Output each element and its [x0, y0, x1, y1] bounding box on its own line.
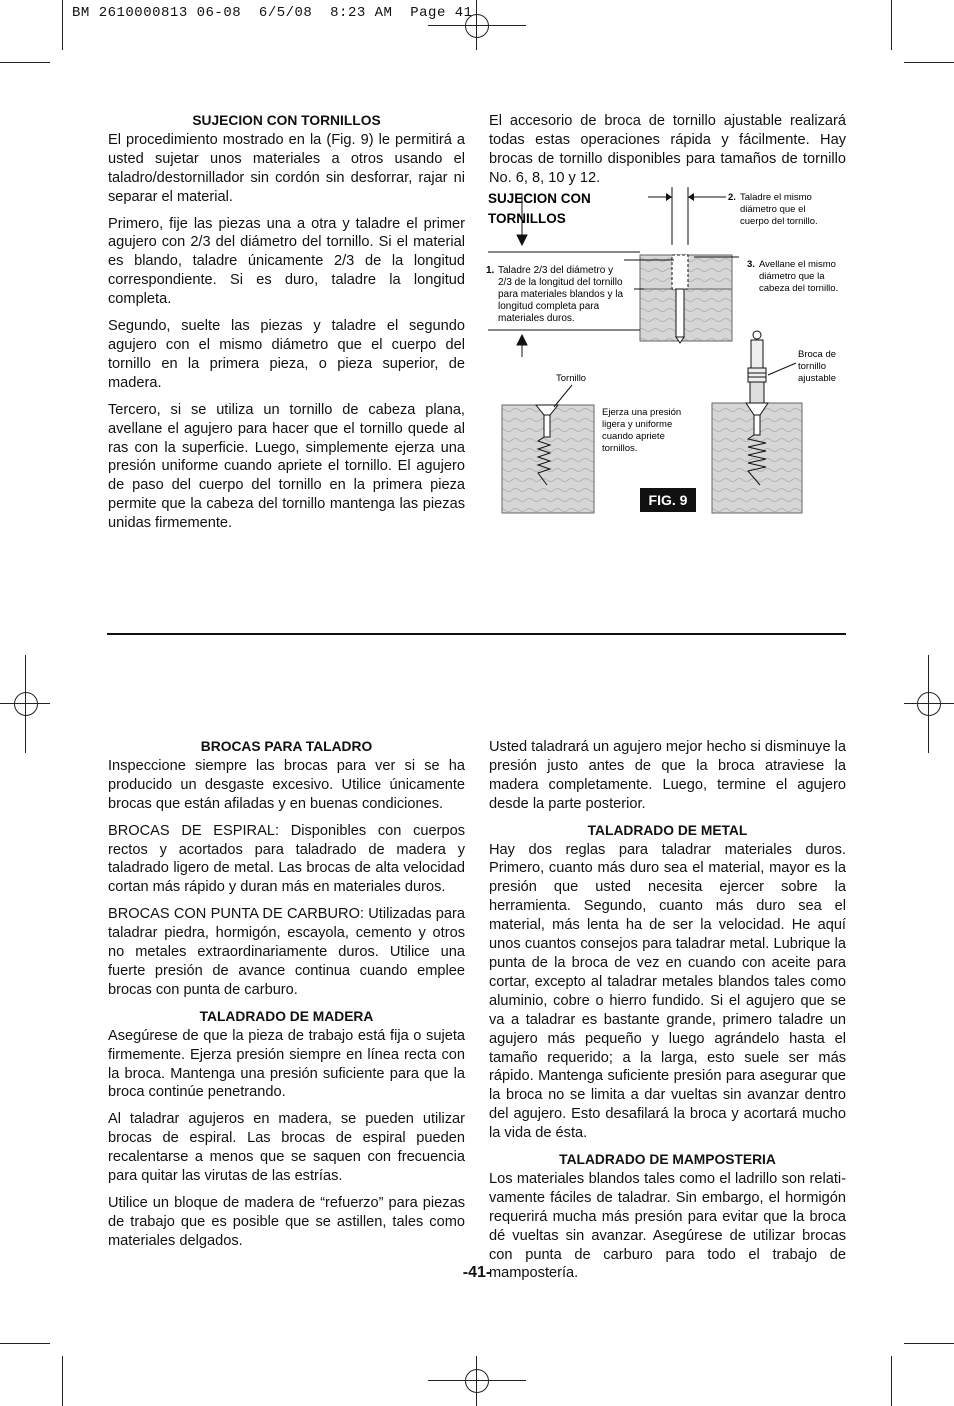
section-heading-metal: TALADRADO DE METAL [587, 822, 748, 838]
step3-line: cabeza del tornillo. [759, 283, 839, 294]
fig-label: FIG. 9 [648, 492, 688, 508]
page-number: -41- [462, 1264, 492, 1281]
pressure-line: ligera y uniforme [602, 419, 673, 430]
pressure-line: cuando apriete [602, 431, 665, 442]
paragraph: Primero, fije las piezas una a otra y taladre el primer agujero con 2/3 del diámetro del tornillo. Si el material es blando, taladre únicamente 2/3 de la longitud correspondiente. Si es duro, taladre la longitud completa. [108, 215, 465, 308]
paragraph: Al taladrar agujeros en madera, se pueden utilizar brocas de espiral. Las brocas de espiral pueden recalentarse a menos que se saquen con frecuencia para quitar las virutas de las estrías. [108, 1111, 465, 1185]
step3-line: Avellane el mismo [759, 259, 836, 270]
paragraph: Utilice un bloque de madera de “refuerzo” para piezas de trabajo que es posible que se astillen, tales como materiales delgados. [108, 1194, 465, 1249]
bit-label-line: tornillo [798, 361, 826, 372]
bottom-left-column [108, 738, 465, 1259]
pressure-line: tornillos. [602, 443, 638, 454]
paragraph: Tercero, si se utiliza un tornillo de cabeza plana, avellane el agujero para hacer que el tornillo quede al ras con la superficie. Luego, simplemente ejerza una presión uniforme cuando apriete el tornillo. El agujero de paso del cuerpo del tornillo en la primera pieza permite que la cabeza del tornillo mantenga las piezas unidas firmemente. [108, 401, 465, 532]
fig-title-line2: TORNILLOS [488, 211, 566, 226]
top-right-column [489, 112, 846, 196]
paragraph: Inspeccione siempre las brocas para ver si se ha producido un desgaste excesivo. Utilice únicamente brocas que están afiladas y en buenas condiciones. [108, 757, 465, 812]
paragraph: Asegúrese de que la pieza de trabajo está fija o sujeta firmemente. Ejerza presión siempre en línea recta con la broca. Mantenga una presión suficiente para que la broca continúe penetrando. [108, 1027, 465, 1101]
step2-number: 2. [728, 192, 736, 203]
step1-line: 2/3 de la longitud del tornillo [498, 277, 623, 288]
bottom-right-column [489, 738, 846, 1291]
step2-line: cuerpo del tornillo. [740, 216, 818, 227]
fig-title-line1: SUJECION CON [488, 191, 591, 206]
bit-label-line: ajustable [798, 373, 837, 384]
top-left-column [108, 112, 465, 541]
paragraph: Segundo, suelte las piezas y taladre el segundo agujero con el mismo diámetro que el cuerpo del tornillo en la primera pieza, o pieza superior, de madera. [108, 318, 465, 391]
print-slug: BM 2610000813 06-08 6/5/08 8:23 AM Page 41 [72, 5, 473, 21]
arrow-up [517, 335, 527, 357]
bit-label-line: Broca de [798, 349, 837, 360]
section-heading-madera: TALADRADO DE MADERA [199, 1008, 374, 1024]
paragraph: El accesorio de broca de tornillo ajustable realizará todas estas operaciones rápida y fácilmente. Hay brocas de tornillo disponibles para tamaños de tornillo No. 6, 8, 10 y 12. [489, 113, 846, 186]
section-heading-mamposteria: TALADRADO DE MAMPOSTERIA [559, 1152, 776, 1168]
step1-line: longitud completa para [498, 301, 600, 312]
step2-line: Taladre el mismo [740, 192, 812, 203]
paragraph: Los materiales blandos tales como el ladrillo son relati-vamente fáciles de taladrar. Sin embargo, el hormigón requerirá mucha más presión para evitar que la broca dé vueltas sin avanzar. Asegúrese de utilizar brocas con punta de carburo para todo el trabajo de mampostería. [489, 1170, 846, 1282]
step1-line: para materiales blandos y la [498, 289, 624, 300]
step2-line: diámetro que el [740, 204, 806, 215]
wood-block-bottom [640, 289, 732, 341]
paragraph: BROCAS CON PUNTA DE CARBURO: Utilizadas para taladrar piedra, hormigón, escayola, cemento y otros no metales extraordinariamente duros. Utilice una fuerte presión de avance continua cuando emplee brocas con punta de carburo. [108, 906, 465, 998]
step1-line: materiales duros. [498, 313, 575, 324]
section-heading-sujecion: SUJECION CON TORNILLOS [192, 113, 381, 128]
paragraph: BROCAS DE ESPIRAL: Disponibles con cuerpos rectos y acortados para taladrado de madera y taladrado ligero de metal. Las brocas de alta velocidad cortan más rápido y duran más en materiales duros. [108, 822, 465, 896]
screw-label: Tornillo [556, 373, 587, 384]
paragraph: Usted taladrará un agujero mejor hecho si disminuye la presión justo antes de que la broca atraviese la madera completamente. Luego, termine el agujero desde la parte posterior. [489, 739, 846, 812]
step3-number: 3. [747, 259, 755, 270]
step3-line: diámetro que la [759, 271, 825, 282]
section-heading-brocas: BROCAS PARA TALADRO [200, 739, 373, 754]
paragraph: El procedimiento mostrado en la (Fig. 9) le permitirá a usted sujetar unos materiales a otros usando el taladro/destornillador sin cordón sin desforrar, rajar ni separar el material. [108, 131, 465, 205]
divider [107, 633, 846, 635]
paragraph: Hay dos reglas para taladrar materiales duros. Primero, cuanto más duro sea el material, mayor es la presión que usted necesita ejercer sobre la herramienta. Segundo, cuanto más duro sea el material, más lenta ha de ser la velocidad. He aquí unos cuantos consejos para taladrar metal. Lubrique la punta de la broca de vez en cuando con aceite para cortar, excepto al taladrar metales blandos tales como aluminio, cobre o hierro fundido. Si el agujero que se va a taladrar es bastante grande, primero taladre un agujero más pequeño y luego agrándelo hasta el tamaño requerido; a la larga, esto suele ser más rápido. Mantenga suficiente presión para asegurar que la broca no se limita a dar vueltas sin avanzar dentro del agujero. Esto desafilará la broca y acortará mucho la vida de ésta. [489, 841, 846, 1142]
pressure-line: Ejerza una presión [602, 407, 682, 418]
step1-line: Taladre 2/3 del diámetro y [498, 265, 614, 276]
fig9-diagram [484, 185, 854, 525]
step1-number: 1. [486, 265, 495, 276]
